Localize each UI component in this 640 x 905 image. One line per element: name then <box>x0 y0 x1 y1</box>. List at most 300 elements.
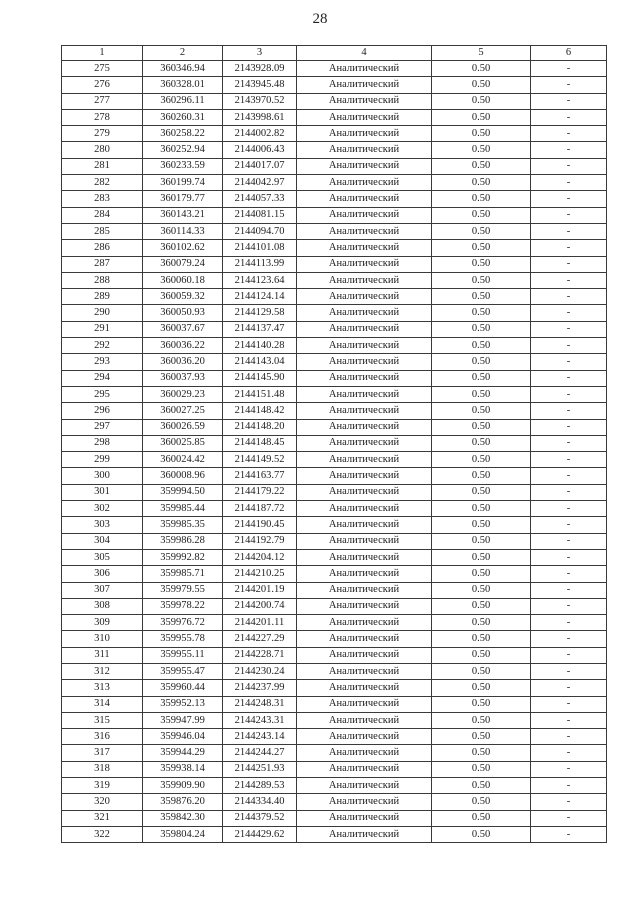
method-cell: Аналитический <box>297 566 432 582</box>
method-cell: Аналитический <box>297 663 432 679</box>
method-cell: Аналитический <box>297 223 432 239</box>
table-row <box>62 533 607 549</box>
method-cell: Аналитический <box>297 778 432 794</box>
accuracy-cell: 0.50 <box>432 680 531 696</box>
x-coordinate-cell: 359992.82 <box>143 549 223 565</box>
column-header: 5 <box>432 46 531 61</box>
accuracy-cell: 0.50 <box>432 729 531 745</box>
note-cell: - <box>531 142 607 158</box>
point-number-cell: 312 <box>62 663 143 679</box>
note-cell: - <box>531 729 607 745</box>
point-number-cell: 296 <box>62 403 143 419</box>
column-header: 6 <box>531 46 607 61</box>
accuracy-cell: 0.50 <box>432 158 531 174</box>
y-coordinate-cell: 2144002.82 <box>223 126 297 142</box>
note-cell: - <box>531 126 607 142</box>
table-row <box>62 549 607 565</box>
note-cell: - <box>531 223 607 239</box>
accuracy-cell: 0.50 <box>432 321 531 337</box>
table-body <box>62 61 607 843</box>
method-cell: Аналитический <box>297 729 432 745</box>
y-coordinate-cell: 2144081.15 <box>223 207 297 223</box>
x-coordinate-cell: 360060.18 <box>143 272 223 288</box>
accuracy-cell: 0.50 <box>432 77 531 93</box>
accuracy-cell: 0.50 <box>432 663 531 679</box>
x-coordinate-cell: 359955.47 <box>143 663 223 679</box>
point-number-cell: 300 <box>62 468 143 484</box>
note-cell: - <box>531 370 607 386</box>
method-cell: Аналитический <box>297 533 432 549</box>
x-coordinate-cell: 359978.22 <box>143 598 223 614</box>
table-row <box>62 289 607 305</box>
method-cell: Аналитический <box>297 826 432 842</box>
table-row <box>62 468 607 484</box>
note-cell: - <box>531 778 607 794</box>
accuracy-cell: 0.50 <box>432 338 531 354</box>
point-number-cell: 286 <box>62 240 143 256</box>
note-cell: - <box>531 484 607 500</box>
accuracy-cell: 0.50 <box>432 566 531 582</box>
accuracy-cell: 0.50 <box>432 289 531 305</box>
accuracy-cell: 0.50 <box>432 93 531 109</box>
point-number-cell: 277 <box>62 93 143 109</box>
point-number-cell: 283 <box>62 191 143 207</box>
method-cell: Аналитический <box>297 598 432 614</box>
table-row <box>62 566 607 582</box>
point-number-cell: 301 <box>62 484 143 500</box>
table-row <box>62 615 607 631</box>
point-number-cell: 320 <box>62 794 143 810</box>
table-row <box>62 370 607 386</box>
note-cell: - <box>531 615 607 631</box>
y-coordinate-cell: 2144017.07 <box>223 158 297 174</box>
table-row <box>62 647 607 663</box>
y-coordinate-cell: 2144227.29 <box>223 631 297 647</box>
point-number-cell: 318 <box>62 761 143 777</box>
note-cell: - <box>531 598 607 614</box>
x-coordinate-cell: 360143.21 <box>143 207 223 223</box>
point-number-cell: 297 <box>62 419 143 435</box>
method-cell: Аналитический <box>297 794 432 810</box>
note-cell: - <box>531 305 607 321</box>
note-cell: - <box>531 517 607 533</box>
method-cell: Аналитический <box>297 761 432 777</box>
point-number-cell: 311 <box>62 647 143 663</box>
accuracy-cell: 0.50 <box>432 272 531 288</box>
x-coordinate-cell: 360024.42 <box>143 452 223 468</box>
note-cell: - <box>531 745 607 761</box>
note-cell: - <box>531 468 607 484</box>
x-coordinate-cell: 360258.22 <box>143 126 223 142</box>
note-cell: - <box>531 435 607 451</box>
y-coordinate-cell: 2144129.58 <box>223 305 297 321</box>
y-coordinate-cell: 2144140.28 <box>223 338 297 354</box>
point-number-cell: 276 <box>62 77 143 93</box>
point-number-cell: 304 <box>62 533 143 549</box>
table-row <box>62 142 607 158</box>
table-row <box>62 729 607 745</box>
accuracy-cell: 0.50 <box>432 240 531 256</box>
method-cell: Аналитический <box>297 126 432 142</box>
note-cell: - <box>531 77 607 93</box>
table-row <box>62 810 607 826</box>
y-coordinate-cell: 2144124.14 <box>223 289 297 305</box>
table-row <box>62 272 607 288</box>
note-cell: - <box>531 566 607 582</box>
y-coordinate-cell: 2144201.11 <box>223 615 297 631</box>
point-number-cell: 313 <box>62 680 143 696</box>
point-number-cell: 322 <box>62 826 143 842</box>
method-cell: Аналитический <box>297 435 432 451</box>
method-cell: Аналитический <box>297 256 432 272</box>
table-row <box>62 826 607 842</box>
note-cell: - <box>531 582 607 598</box>
accuracy-cell: 0.50 <box>432 826 531 842</box>
note-cell: - <box>531 549 607 565</box>
method-cell: Аналитический <box>297 272 432 288</box>
table-row <box>62 745 607 761</box>
table-row <box>62 712 607 728</box>
note-cell: - <box>531 338 607 354</box>
note-cell: - <box>531 175 607 191</box>
table-row <box>62 109 607 125</box>
y-coordinate-cell: 2144149.52 <box>223 452 297 468</box>
method-cell: Аналитический <box>297 680 432 696</box>
accuracy-cell: 0.50 <box>432 549 531 565</box>
method-cell: Аналитический <box>297 354 432 370</box>
table-row <box>62 794 607 810</box>
table-row <box>62 517 607 533</box>
y-coordinate-cell: 2144094.70 <box>223 223 297 239</box>
method-cell: Аналитический <box>297 386 432 402</box>
y-coordinate-cell: 2144243.14 <box>223 729 297 745</box>
x-coordinate-cell: 360114.33 <box>143 223 223 239</box>
y-coordinate-cell: 2144230.24 <box>223 663 297 679</box>
coordinates-table <box>61 45 607 843</box>
x-coordinate-cell: 359947.99 <box>143 712 223 728</box>
method-cell: Аналитический <box>297 403 432 419</box>
y-coordinate-cell: 2144201.19 <box>223 582 297 598</box>
method-cell: Аналитический <box>297 615 432 631</box>
y-coordinate-cell: 2144101.08 <box>223 240 297 256</box>
y-coordinate-cell: 2144145.90 <box>223 370 297 386</box>
accuracy-cell: 0.50 <box>432 191 531 207</box>
x-coordinate-cell: 360252.94 <box>143 142 223 158</box>
method-cell: Аналитический <box>297 631 432 647</box>
point-number-cell: 282 <box>62 175 143 191</box>
x-coordinate-cell: 359944.29 <box>143 745 223 761</box>
method-cell: Аналитический <box>297 321 432 337</box>
accuracy-cell: 0.50 <box>432 712 531 728</box>
page-number: 28 <box>312 11 328 27</box>
y-coordinate-cell: 2144057.33 <box>223 191 297 207</box>
point-number-cell: 309 <box>62 615 143 631</box>
table-row <box>62 403 607 419</box>
y-coordinate-cell: 2144228.71 <box>223 647 297 663</box>
point-number-cell: 302 <box>62 501 143 517</box>
point-number-cell: 289 <box>62 289 143 305</box>
accuracy-cell: 0.50 <box>432 419 531 435</box>
method-cell: Аналитический <box>297 696 432 712</box>
table-row <box>62 175 607 191</box>
note-cell: - <box>531 452 607 468</box>
x-coordinate-cell: 360037.67 <box>143 321 223 337</box>
accuracy-cell: 0.50 <box>432 468 531 484</box>
accuracy-cell: 0.50 <box>432 484 531 500</box>
y-coordinate-cell: 2143998.61 <box>223 109 297 125</box>
point-number-cell: 315 <box>62 712 143 728</box>
note-cell: - <box>531 419 607 435</box>
table-row <box>62 680 607 696</box>
note-cell: - <box>531 501 607 517</box>
table-row <box>62 191 607 207</box>
note-cell: - <box>531 826 607 842</box>
note-cell: - <box>531 272 607 288</box>
point-number-cell: 290 <box>62 305 143 321</box>
table-row <box>62 305 607 321</box>
accuracy-cell: 0.50 <box>432 142 531 158</box>
note-cell: - <box>531 158 607 174</box>
accuracy-cell: 0.50 <box>432 631 531 647</box>
accuracy-cell: 0.50 <box>432 370 531 386</box>
point-number-cell: 288 <box>62 272 143 288</box>
accuracy-cell: 0.50 <box>432 761 531 777</box>
x-coordinate-cell: 360079.24 <box>143 256 223 272</box>
method-cell: Аналитический <box>297 517 432 533</box>
y-coordinate-cell: 2143970.52 <box>223 93 297 109</box>
table-row <box>62 761 607 777</box>
x-coordinate-cell: 359955.78 <box>143 631 223 647</box>
x-coordinate-cell: 360027.25 <box>143 403 223 419</box>
x-coordinate-cell: 359804.24 <box>143 826 223 842</box>
method-cell: Аналитический <box>297 582 432 598</box>
table-row <box>62 207 607 223</box>
x-coordinate-cell: 359994.50 <box>143 484 223 500</box>
note-cell: - <box>531 207 607 223</box>
x-coordinate-cell: 360025.85 <box>143 435 223 451</box>
note-cell: - <box>531 61 607 77</box>
accuracy-cell: 0.50 <box>432 126 531 142</box>
x-coordinate-cell: 359985.35 <box>143 517 223 533</box>
table-row <box>62 61 607 77</box>
accuracy-cell: 0.50 <box>432 256 531 272</box>
x-coordinate-cell: 359946.04 <box>143 729 223 745</box>
x-coordinate-cell: 359842.30 <box>143 810 223 826</box>
x-coordinate-cell: 360328.01 <box>143 77 223 93</box>
note-cell: - <box>531 354 607 370</box>
y-coordinate-cell: 2144251.93 <box>223 761 297 777</box>
method-cell: Аналитический <box>297 484 432 500</box>
x-coordinate-cell: 359985.71 <box>143 566 223 582</box>
method-cell: Аналитический <box>297 240 432 256</box>
y-coordinate-cell: 2144200.74 <box>223 598 297 614</box>
point-number-cell: 308 <box>62 598 143 614</box>
x-coordinate-cell: 359976.72 <box>143 615 223 631</box>
method-cell: Аналитический <box>297 61 432 77</box>
accuracy-cell: 0.50 <box>432 435 531 451</box>
accuracy-cell: 0.50 <box>432 533 531 549</box>
y-coordinate-cell: 2144042.97 <box>223 175 297 191</box>
header-row <box>62 46 607 61</box>
note-cell: - <box>531 93 607 109</box>
method-cell: Аналитический <box>297 175 432 191</box>
note-cell: - <box>531 712 607 728</box>
accuracy-cell: 0.50 <box>432 501 531 517</box>
y-coordinate-cell: 2144379.52 <box>223 810 297 826</box>
note-cell: - <box>531 663 607 679</box>
y-coordinate-cell: 2144148.42 <box>223 403 297 419</box>
y-coordinate-cell: 2144187.72 <box>223 501 297 517</box>
note-cell: - <box>531 761 607 777</box>
note-cell: - <box>531 696 607 712</box>
x-coordinate-cell: 360037.93 <box>143 370 223 386</box>
accuracy-cell: 0.50 <box>432 647 531 663</box>
accuracy-cell: 0.50 <box>432 223 531 239</box>
method-cell: Аналитический <box>297 338 432 354</box>
method-cell: Аналитический <box>297 370 432 386</box>
table-row <box>62 386 607 402</box>
x-coordinate-cell: 360008.96 <box>143 468 223 484</box>
y-coordinate-cell: 2144148.45 <box>223 435 297 451</box>
point-number-cell: 299 <box>62 452 143 468</box>
y-coordinate-cell: 2144163.77 <box>223 468 297 484</box>
y-coordinate-cell: 2144123.64 <box>223 272 297 288</box>
table-row <box>62 696 607 712</box>
point-number-cell: 294 <box>62 370 143 386</box>
method-cell: Аналитический <box>297 452 432 468</box>
point-number-cell: 280 <box>62 142 143 158</box>
x-coordinate-cell: 360102.62 <box>143 240 223 256</box>
y-coordinate-cell: 2144113.99 <box>223 256 297 272</box>
note-cell: - <box>531 647 607 663</box>
table-row <box>62 93 607 109</box>
note-cell: - <box>531 680 607 696</box>
table-row <box>62 321 607 337</box>
accuracy-cell: 0.50 <box>432 61 531 77</box>
method-cell: Аналитический <box>297 93 432 109</box>
table-row <box>62 598 607 614</box>
table-header <box>62 46 607 61</box>
x-coordinate-cell: 360050.93 <box>143 305 223 321</box>
method-cell: Аналитический <box>297 549 432 565</box>
y-coordinate-cell: 2144143.04 <box>223 354 297 370</box>
x-coordinate-cell: 360179.77 <box>143 191 223 207</box>
accuracy-cell: 0.50 <box>432 403 531 419</box>
y-coordinate-cell: 2144192.79 <box>223 533 297 549</box>
point-number-cell: 310 <box>62 631 143 647</box>
table-row <box>62 663 607 679</box>
accuracy-cell: 0.50 <box>432 794 531 810</box>
note-cell: - <box>531 191 607 207</box>
y-coordinate-cell: 2144248.31 <box>223 696 297 712</box>
column-header: 1 <box>62 46 143 61</box>
x-coordinate-cell: 360036.20 <box>143 354 223 370</box>
point-number-cell: 293 <box>62 354 143 370</box>
note-cell: - <box>531 631 607 647</box>
accuracy-cell: 0.50 <box>432 598 531 614</box>
point-number-cell: 319 <box>62 778 143 794</box>
accuracy-cell: 0.50 <box>432 109 531 125</box>
point-number-cell: 287 <box>62 256 143 272</box>
method-cell: Аналитический <box>297 142 432 158</box>
method-cell: Аналитический <box>297 158 432 174</box>
y-coordinate-cell: 2144334.40 <box>223 794 297 810</box>
method-cell: Аналитический <box>297 207 432 223</box>
note-cell: - <box>531 321 607 337</box>
table-row <box>62 240 607 256</box>
note-cell: - <box>531 403 607 419</box>
point-number-cell: 284 <box>62 207 143 223</box>
table-row <box>62 158 607 174</box>
note-cell: - <box>531 533 607 549</box>
x-coordinate-cell: 359955.11 <box>143 647 223 663</box>
table-row <box>62 126 607 142</box>
table-row <box>62 778 607 794</box>
point-number-cell: 291 <box>62 321 143 337</box>
method-cell: Аналитический <box>297 810 432 826</box>
y-coordinate-cell: 2144148.20 <box>223 419 297 435</box>
note-cell: - <box>531 810 607 826</box>
accuracy-cell: 0.50 <box>432 582 531 598</box>
y-coordinate-cell: 2144210.25 <box>223 566 297 582</box>
table-row <box>62 419 607 435</box>
column-header: 4 <box>297 46 432 61</box>
x-coordinate-cell: 359876.20 <box>143 794 223 810</box>
accuracy-cell: 0.50 <box>432 175 531 191</box>
point-number-cell: 292 <box>62 338 143 354</box>
y-coordinate-cell: 2144190.45 <box>223 517 297 533</box>
note-cell: - <box>531 386 607 402</box>
x-coordinate-cell: 359979.55 <box>143 582 223 598</box>
point-number-cell: 305 <box>62 549 143 565</box>
point-number-cell: 278 <box>62 109 143 125</box>
y-coordinate-cell: 2144137.47 <box>223 321 297 337</box>
accuracy-cell: 0.50 <box>432 696 531 712</box>
note-cell: - <box>531 289 607 305</box>
method-cell: Аналитический <box>297 647 432 663</box>
y-coordinate-cell: 2143945.48 <box>223 77 297 93</box>
method-cell: Аналитический <box>297 468 432 484</box>
x-coordinate-cell: 359938.14 <box>143 761 223 777</box>
table-row <box>62 631 607 647</box>
x-coordinate-cell: 359960.44 <box>143 680 223 696</box>
y-coordinate-cell: 2144289.53 <box>223 778 297 794</box>
point-number-cell: 306 <box>62 566 143 582</box>
accuracy-cell: 0.50 <box>432 452 531 468</box>
x-coordinate-cell: 360199.74 <box>143 175 223 191</box>
table-row <box>62 484 607 500</box>
method-cell: Аналитический <box>297 745 432 761</box>
x-coordinate-cell: 359909.90 <box>143 778 223 794</box>
accuracy-cell: 0.50 <box>432 615 531 631</box>
table-row <box>62 338 607 354</box>
accuracy-cell: 0.50 <box>432 354 531 370</box>
x-coordinate-cell: 360296.11 <box>143 93 223 109</box>
table-row <box>62 452 607 468</box>
x-coordinate-cell: 360036.22 <box>143 338 223 354</box>
table-row <box>62 256 607 272</box>
x-coordinate-cell: 360260.31 <box>143 109 223 125</box>
column-header: 2 <box>143 46 223 61</box>
table-row <box>62 354 607 370</box>
y-coordinate-cell: 2144204.12 <box>223 549 297 565</box>
point-number-cell: 307 <box>62 582 143 598</box>
method-cell: Аналитический <box>297 191 432 207</box>
y-coordinate-cell: 2144237.99 <box>223 680 297 696</box>
x-coordinate-cell: 360233.59 <box>143 158 223 174</box>
method-cell: Аналитический <box>297 501 432 517</box>
accuracy-cell: 0.50 <box>432 207 531 223</box>
